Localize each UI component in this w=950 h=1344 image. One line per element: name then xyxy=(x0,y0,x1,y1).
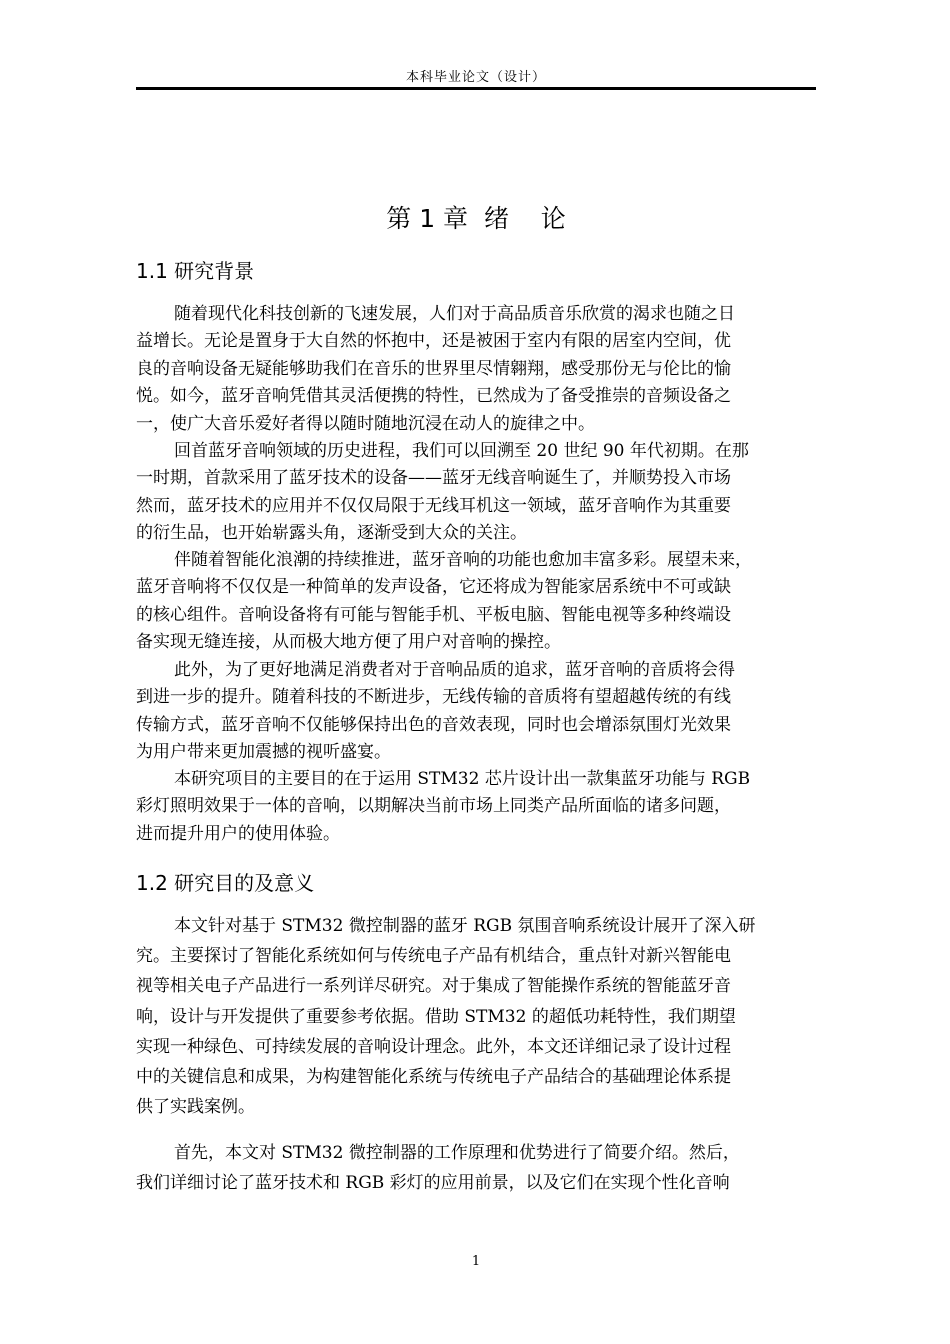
text-line: 本研究项目的主要目的在于运用 STM32 芯片设计出一款集蓝牙功能与 RGB xyxy=(174,769,751,789)
text-line: 的核心组件。音响设备将有可能与智能手机、平板电脑、智能电视等多种终端设 xyxy=(136,604,731,625)
text-line: 首先，本文对 STM32 微控制器的工作原理和优势进行了简要介绍。然后， xyxy=(174,1143,740,1163)
paragraph xyxy=(136,438,816,548)
paragraph xyxy=(136,301,816,438)
text-line: 彩灯照明效果于一体的音响，以期解决当前市场上同类产品所面临的诸多问题， xyxy=(136,796,731,817)
text-line: 然而，蓝牙技术的应用并不仅仅局限于无线耳机这一领域，蓝牙音响作为其重要 xyxy=(136,495,731,516)
chapter-title: 第 1 章 绪 论 xyxy=(386,204,566,233)
paragraph xyxy=(136,1138,816,1198)
section-title-1-1: 1.1 研究背景 xyxy=(136,259,255,283)
text-line: 一时期，首款采用了蓝牙技术的设备——蓝牙无线音响诞生了，并顺势投入市场 xyxy=(136,468,731,489)
text-line: 视等相关电子产品进行一系列详尽研究。对于集成了智能操作系统的智能蓝牙音 xyxy=(136,976,731,997)
text-line: 为用户带来更加震撼的视听盛宴。 xyxy=(136,742,391,763)
text-line: 实现一种绿色、可持续发展的音响设计理念。此外，本文还详细记录了设计过程 xyxy=(136,1036,731,1057)
header-rule xyxy=(136,87,816,90)
text-line: 悦。如今，蓝牙音响凭借其灵活便携的特性，已然成为了备受推崇的音频设备之 xyxy=(136,386,731,407)
text-line: 本文针对基于 STM32 微控制器的蓝牙 RGB 氛围音响系统设计展开了深入研 xyxy=(174,916,756,936)
text-line: 伴随着智能化浪潮的持续推进，蓝牙音响的功能也愈加丰富多彩。展望未来， xyxy=(174,550,752,570)
running-header: 本科毕业论文（设计） xyxy=(405,70,546,85)
text-line: 备实现无缝连接，从而极大地方便了用户对音响的操控。 xyxy=(136,632,561,653)
text-line: 传输方式，蓝牙音响不仅能够保持出色的音效表现，同时也会增添氛围灯光效果 xyxy=(136,714,731,735)
text-line: 良的音响设备无疑能够助我们在音乐的世界里尽情翱翔，感受那份无与伦比的愉 xyxy=(136,358,731,379)
paragraph xyxy=(136,766,816,848)
text-line: 此外，为了更好地满足消费者对于音响品质的追求，蓝牙音响的音质将会得 xyxy=(174,660,735,680)
text-line: 我们详细讨论了蓝牙技术和 RGB 彩灯的应用前景，以及它们在实现个性化音响 xyxy=(136,1173,730,1194)
text-line: 益增长。无论是置身于大自然的怀抱中，还是被困于室内有限的居室内空间，优 xyxy=(136,331,731,352)
page-number: 1 xyxy=(471,1254,481,1269)
section-title-1-2: 1.2 研究目的及意义 xyxy=(136,871,315,895)
text-line: 随着现代化科技创新的飞速发展，人们对于高品质音乐欣赏的渴求也随之日 xyxy=(174,304,735,324)
text-line: 一，使广大音乐爱好者得以随时随地沉浸在动人的旋律之中。 xyxy=(136,413,595,434)
paragraph xyxy=(136,911,816,1122)
text-line: 回首蓝牙音响领域的历史进程，我们可以回溯至 20 世纪 90 年代初期。在那 xyxy=(174,441,749,461)
text-line: 进而提升用户的使用体验。 xyxy=(136,823,340,844)
text-line: 究。主要探讨了智能化系统如何与传统电子产品有机结合，重点针对新兴智能电 xyxy=(136,946,731,967)
paragraph xyxy=(136,547,816,657)
text-line: 的衍生品，也开始崭露头角，逐渐受到大众的关注。 xyxy=(136,523,527,544)
text-line: 到进一步的提升。随着科技的不断进步，无线传输的音质将有望超越传统的有线 xyxy=(136,687,731,708)
text-line: 蓝牙音响将不仅仅是一种简单的发声设备，它还将成为智能家居系统中不可或缺 xyxy=(136,577,731,598)
text-line: 中的关键信息和成果，为构建智能化系统与传统电子产品结合的基础理论体系提 xyxy=(136,1067,731,1088)
paragraph xyxy=(136,657,816,767)
text-line: 响，设计与开发提供了重要参考依据。借助 STM32 的超低功耗特性，我们期望 xyxy=(136,1006,736,1027)
text-line: 供了实践案例。 xyxy=(136,1097,255,1118)
